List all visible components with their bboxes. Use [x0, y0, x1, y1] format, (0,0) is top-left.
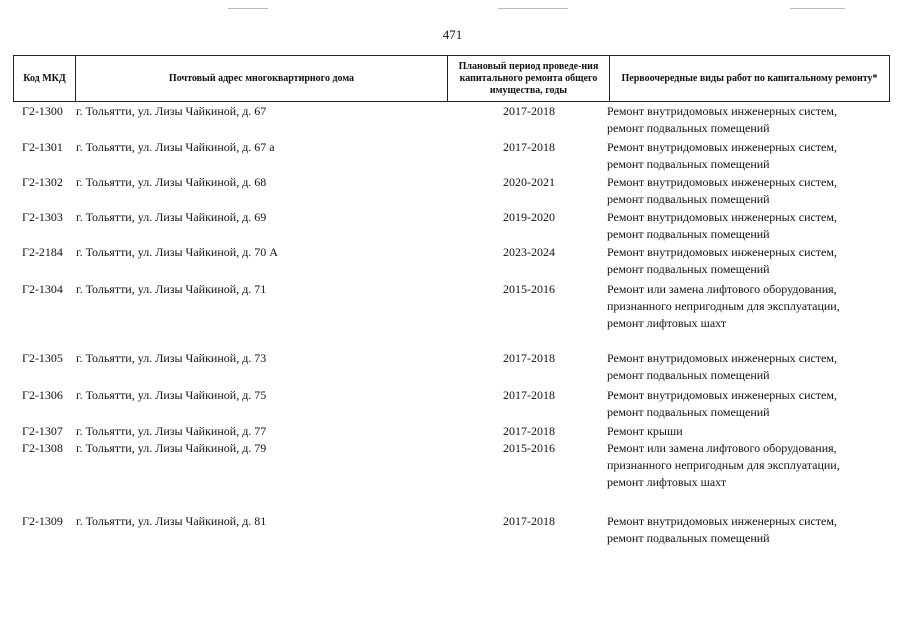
header-code: Код МКД [13, 56, 76, 101]
row-period: 2017-2018 [503, 514, 555, 528]
row-code: Г2-1301 [22, 140, 63, 154]
row-period: 2020-2021 [503, 175, 555, 189]
row-works-line: ремонт подвальных помещений [607, 157, 770, 171]
row-works-line: ремонт подвальных помещений [607, 121, 770, 135]
row-period: 2017-2018 [503, 424, 555, 438]
row-address: г. Тольятти, ул. Лизы Чайкиной, д. 77 [76, 424, 267, 438]
row-period: 2015-2016 [503, 441, 555, 455]
row-address: г. Тольятти, ул. Лизы Чайкиной, д. 73 [76, 351, 267, 365]
row-address: г. Тольятти, ул. Лизы Чайкиной, д. 67 [76, 104, 267, 118]
row-works-line: Ремонт внутридомовых инженерных систем, [607, 210, 837, 224]
row-address: г. Тольятти, ул. Лизы Чайкиной, д. 81 [76, 514, 267, 528]
header-period: Плановый период проведе-ния капитального ремонта общего имущества, годы [448, 56, 610, 101]
page-number: 471 [442, 27, 463, 42]
row-works-line: ремонт подвальных помещений [607, 531, 770, 545]
row-code: Г2-1306 [22, 388, 63, 402]
row-code: Г2-1307 [22, 424, 63, 438]
row-works-line: ремонт подвальных помещений [607, 262, 770, 276]
row-code: Г2-1309 [22, 514, 63, 528]
row-works [607, 103, 892, 137]
row-works-line: Ремонт или замена лифтового оборудования, [607, 441, 837, 455]
row-code: Г2-1300 [22, 104, 63, 118]
row-works [607, 350, 892, 384]
row-works-line: Ремонт внутридомовых инженерных систем, [607, 140, 837, 154]
row-code: Г2-1303 [22, 210, 63, 224]
row-works [607, 244, 892, 278]
row-works [607, 139, 892, 173]
row-works-line: ремонт подвальных помещений [607, 368, 770, 382]
row-period: 2017-2018 [503, 351, 555, 365]
row-works-line: признанного непригодным для эксплуатации, [607, 458, 840, 472]
row-address: г. Тольятти, ул. Лизы Чайкиной, д. 70 А [76, 245, 278, 259]
table-header [13, 55, 890, 102]
row-period: 2023-2024 [503, 245, 555, 259]
row-works-line: Ремонт крыши [607, 424, 683, 438]
row-works-line: Ремонт внутридомовых инженерных систем, [607, 388, 837, 402]
row-works-line: Ремонт внутридомовых инженерных систем, [607, 514, 837, 528]
row-period: 2017-2018 [503, 140, 555, 154]
row-works [607, 209, 892, 243]
row-period: 2017-2018 [503, 388, 555, 402]
row-period: 2019-2020 [503, 210, 555, 224]
row-works-line: Ремонт внутридомовых инженерных систем, [607, 351, 837, 365]
row-works [607, 387, 892, 421]
row-works [607, 174, 892, 208]
row-works-line: Ремонт внутридомовых инженерных систем, [607, 175, 837, 189]
row-works-line: Ремонт внутридомовых инженерных систем, [607, 104, 837, 118]
row-address: г. Тольятти, ул. Лизы Чайкиной, д. 69 [76, 210, 267, 224]
row-address: г. Тольятти, ул. Лизы Чайкиной, д. 75 [76, 388, 267, 402]
row-address: г. Тольятти, ул. Лизы Чайкиной, д. 67 а [76, 140, 275, 154]
row-works-line: ремонт подвальных помещений [607, 227, 770, 241]
row-works-line: признанного непригодным для эксплуатации, [607, 299, 840, 313]
row-works-line: ремонт лифтовых шахт [607, 316, 727, 330]
scan-mark [228, 8, 268, 9]
row-address: г. Тольятти, ул. Лизы Чайкиной, д. 71 [76, 282, 267, 296]
row-period: 2015-2016 [503, 282, 555, 296]
row-works [607, 440, 892, 491]
row-period: 2017-2018 [503, 104, 555, 118]
row-works-line: Ремонт внутридомовых инженерных систем, [607, 245, 837, 259]
row-works-line: Ремонт или замена лифтового оборудования, [607, 282, 837, 296]
header-address: Почтовый адрес многоквартирного дома [76, 56, 448, 101]
row-works-line: ремонт подвальных помещений [607, 192, 770, 206]
scan-mark [790, 8, 845, 9]
row-address: г. Тольятти, ул. Лизы Чайкиной, д. 68 [76, 175, 267, 189]
row-works [607, 423, 892, 440]
scan-mark [498, 8, 568, 9]
row-code: Г2-1304 [22, 282, 63, 296]
row-code: Г2-1305 [22, 351, 63, 365]
row-address: г. Тольятти, ул. Лизы Чайкиной, д. 79 [76, 441, 267, 455]
row-code: Г2-2184 [22, 245, 63, 259]
row-code: Г2-1308 [22, 441, 63, 455]
row-works-line: ремонт лифтовых шахт [607, 475, 727, 489]
row-code: Г2-1302 [22, 175, 63, 189]
row-works [607, 281, 892, 332]
header-works: Первоочередные виды работ по капитальному ремонту* [610, 56, 890, 101]
row-works-line: ремонт подвальных помещений [607, 405, 770, 419]
row-works [607, 513, 892, 547]
